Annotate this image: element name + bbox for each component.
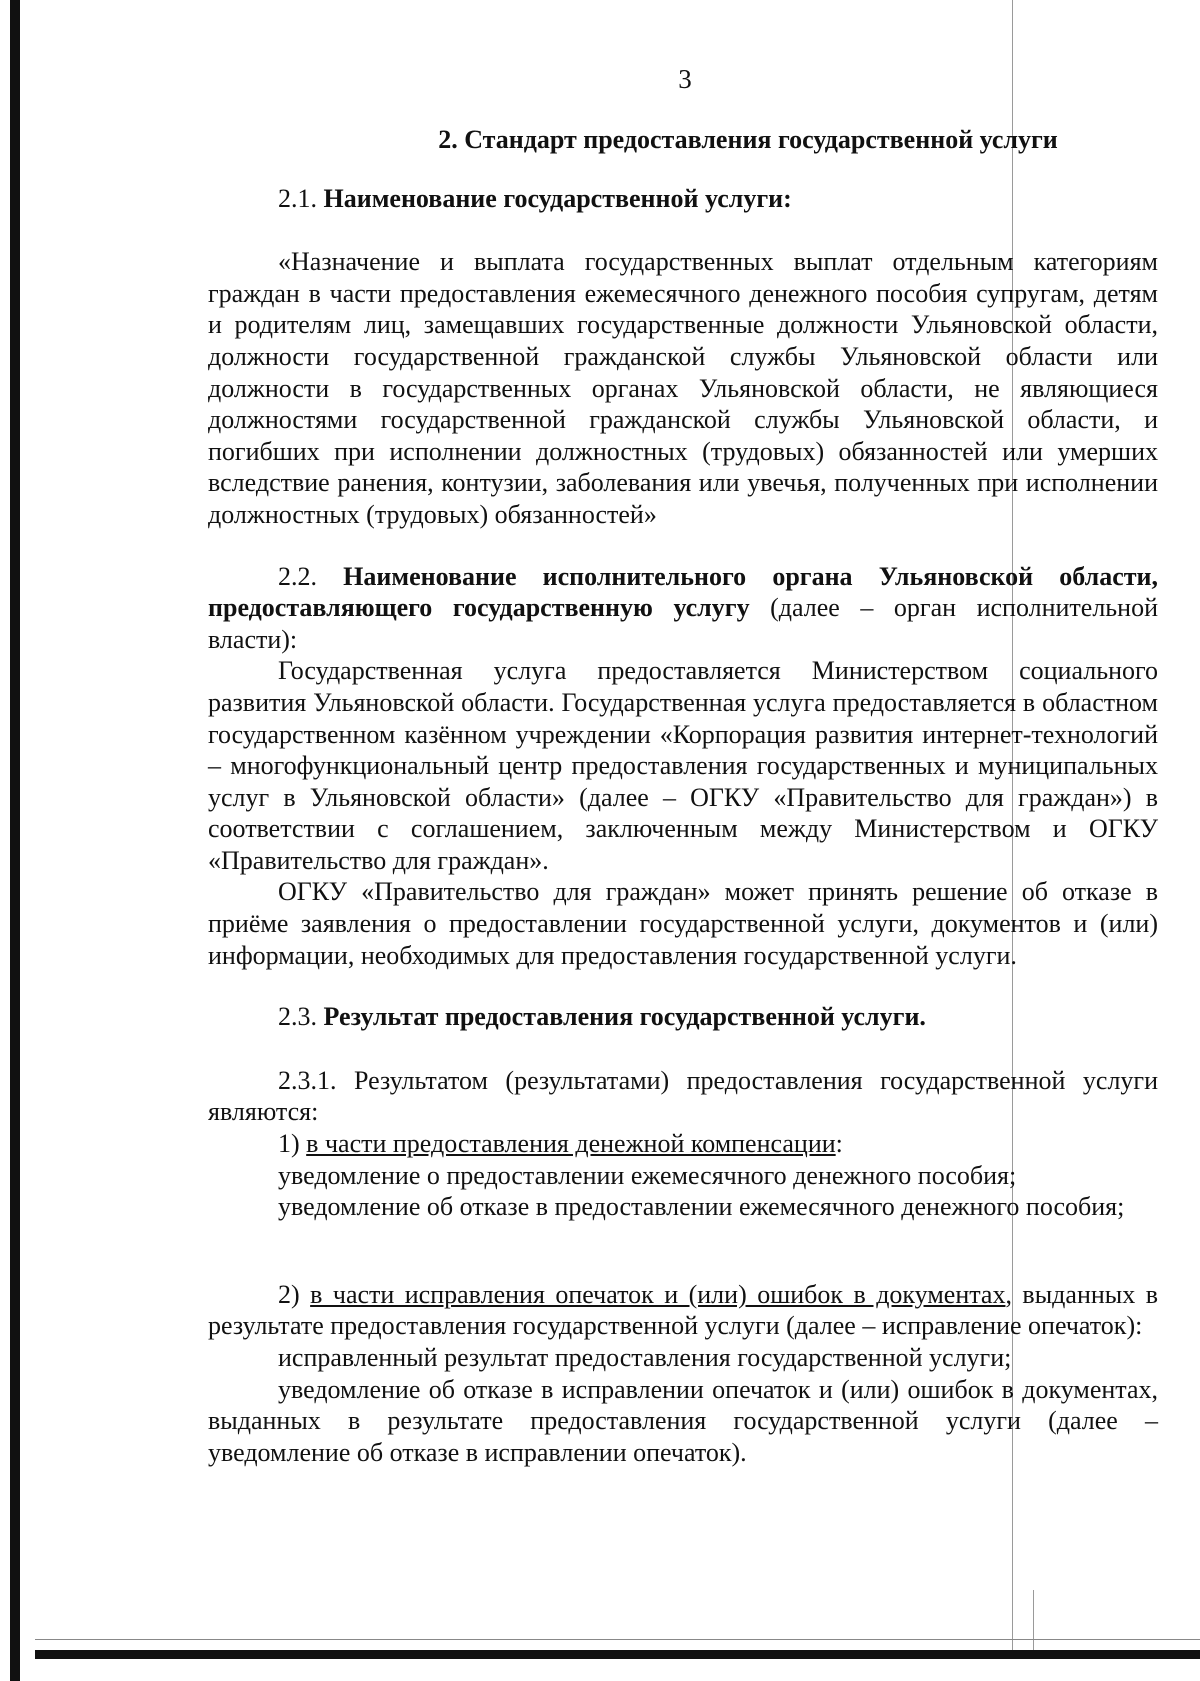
scan-edge-bottom [35, 1650, 1200, 1659]
result-item-1-colon: : [835, 1129, 843, 1159]
page-number: 3 [678, 64, 692, 94]
result-item-1-a: уведомление о предоставлении ежемесячного денежного пособия; [278, 1160, 1017, 1190]
subsection-2-3-title: Результат предоставления государственной услуги. [323, 1002, 926, 1032]
subsection-2-2-number: 2.2. [278, 561, 317, 591]
scan-edge-bottom-thin [35, 1639, 1200, 1640]
subsection-2-3-heading [208, 1001, 1158, 1033]
result-item-1-label: в части предоставления денежной компенсации [306, 1129, 836, 1159]
subsection-2-1-number: 2.1. [278, 183, 317, 213]
subsection-2-3-1-intro: 2.3.1. Результатом (результатами) предоставления государственной услуги являются: [208, 1065, 1158, 1127]
result-item-1 [208, 1128, 1158, 1160]
scan-fold-line-lower [1033, 1590, 1034, 1650]
subsection-2-3-number: 2.3. [278, 1002, 317, 1032]
document-body [208, 124, 1158, 1468]
result-item-2-label: в части исправления опечаток и (или) ошибок в документах [310, 1279, 1006, 1309]
scan-edge-left [10, 0, 20, 1681]
subsection-2-2-paragraph-2: ОГКУ «Правительство для граждан» может принять решение об отказе в приёме заявления о предоставлении государственной услуги, документов и (или) информации, необходимых для предоставления государственной услуги. [208, 877, 1158, 970]
result-item-2-tail: , выданных в результате предоставления государственной услуги (далее – исправление опечаток): [208, 1279, 1158, 1341]
subsection-2-1-title: Наименование государственной услуги: [323, 183, 792, 213]
subsection-2-2-heading [208, 561, 1158, 656]
result-item-2-number: 2) [278, 1279, 311, 1309]
subsection-2-2-title-tail: (далее – орган исполнительной власти): [208, 593, 1158, 654]
result-item-1-b: уведомление об отказе в предоставлении ежемесячного денежного пособия; [278, 1192, 1125, 1222]
section-title: 2. Стандарт предоставления государственной услуги [438, 125, 1058, 154]
result-item-1-number: 1) [278, 1129, 307, 1159]
subsection-2-1-text: «Назначение и выплата государственных выплат отдельным категориям граждан в части предоставления ежемесячного денежного пособия супругам, детям и родителям лиц, замещавших государственные должности Ульяновской области, должности государственной гражданской службы Ульяновской области или должности в государственных органах Ульяновской области, не являющиеся должностями государственной гражданской службы Ульяновской области, и погибших при исполнении должностных (трудовых) обязанностей или умерших вследствие ранения, контузии, заболевания или увечья, полученных при исполнении должностных (трудовых) обязанностей» [208, 247, 1158, 529]
result-item-2-b: уведомление об отказе в исправлении опечаток и (или) ошибок в документах, выданных в результате предоставления государственной услуги (далее – уведомление об отказе в исправлении опечаток). [208, 1374, 1158, 1467]
result-item-2-a: исправленный результат предоставления государственной услуги; [278, 1343, 1012, 1372]
result-item-2 [208, 1279, 1158, 1342]
subsection-2-1-heading [208, 183, 1158, 215]
subsection-2-2-title: Наименование исполнительного органа Ульяновской области, предоставляющего государственную услугу [208, 561, 1159, 623]
subsection-2-2-paragraph-1: Государственная услуга предоставляется Министерством социального развития Ульяновской области. Государственная услуга предоставляется в областном государственном казённом учреждении «Корпорация развития интернет-технологий – многофункциональный центр предоставления государственных и муниципальных услуг в Ульяновской области» (далее – ОГКУ «Правительство для граждан») в соответствии с соглашением, заключенным между Министерством и ОГКУ «Правительство для граждан». [208, 656, 1158, 875]
